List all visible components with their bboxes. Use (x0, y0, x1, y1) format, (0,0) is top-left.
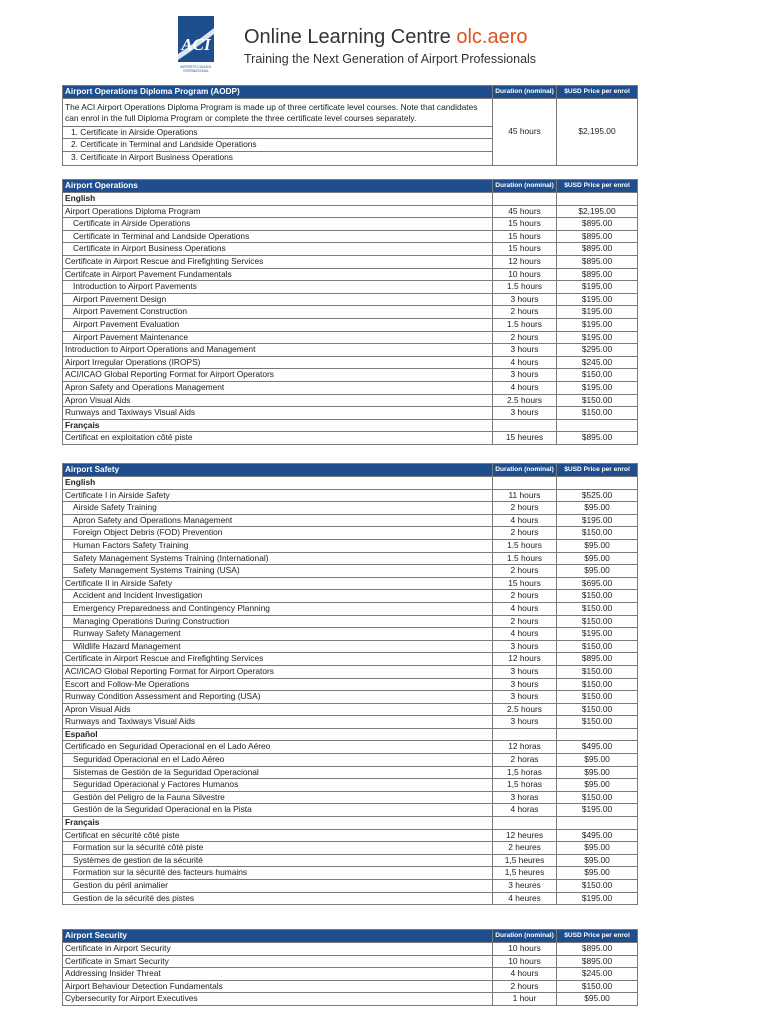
table-row (63, 804, 638, 817)
course-duration: 1,5 horas (493, 766, 557, 779)
table-row (63, 539, 638, 552)
course-price: $195.00 (557, 318, 638, 331)
table-row (63, 602, 638, 615)
course-name: Apron Safety and Operations Management (63, 514, 493, 527)
table-row (63, 331, 638, 344)
course-price: $150.00 (557, 791, 638, 804)
course-price: $195.00 (557, 331, 638, 344)
table-row (63, 590, 638, 603)
course-name: Airside Safety Training (63, 502, 493, 515)
page-title: Online Learning Centre olc.aero (244, 26, 528, 48)
course-duration: 4 hours (493, 514, 557, 527)
course-duration: 3 hours (493, 344, 557, 357)
course-name: Airport Pavement Construction (63, 306, 493, 319)
course-price: $150.00 (557, 880, 638, 893)
course-name: Foreign Object Debris (FOD) Prevention (63, 527, 493, 540)
course-name: Certifcate in Airport Pavement Fundamentals (63, 268, 493, 281)
table-row (63, 640, 638, 653)
course-name: Airport Irregular Operations (IROPS) (63, 356, 493, 369)
svg-text:AIRPORTS COUNCIL: AIRPORTS COUNCIL (180, 65, 212, 69)
course-price: $895.00 (557, 943, 638, 956)
course-price: $95.00 (557, 754, 638, 767)
table-row (63, 268, 638, 281)
price-header: $USD Price per enrol (557, 180, 638, 193)
table-row (63, 854, 638, 867)
course-duration: 3 hours (493, 369, 557, 382)
course-price: $150.00 (557, 615, 638, 628)
course-name: Gestión de la Seguridad Operacional en la Pista (63, 804, 493, 817)
course-duration: 2.5 hours (493, 703, 557, 716)
course-name: Apron Safety and Operations Management (63, 381, 493, 394)
duration-header: Duration (nominal) (493, 464, 557, 477)
course-price: $150.00 (557, 527, 638, 540)
course-price: $195.00 (557, 628, 638, 641)
course-duration: 1.5 hours (493, 539, 557, 552)
course-duration: 3 hours (493, 293, 557, 306)
table-row (63, 892, 638, 905)
table-row (63, 703, 638, 716)
course-name: Certificado en Seguridad Operacional en el Lado Aéreo (63, 741, 493, 754)
course-duration: 3 hours (493, 407, 557, 420)
course-price: $2,195.00 (557, 205, 638, 218)
course-price: $895.00 (557, 230, 638, 243)
table-row (63, 829, 638, 842)
course-price: $95.00 (557, 842, 638, 855)
course-price: $895.00 (557, 432, 638, 445)
course-name: Human Factors Safety Training (63, 539, 493, 552)
course-price: $150.00 (557, 407, 638, 420)
table-row (63, 867, 638, 880)
table-title: Airport Operations (63, 180, 493, 193)
course-name: ACI/ICAO Global Reporting Format for Airport Operators (63, 369, 493, 382)
course-price: $95.00 (557, 779, 638, 792)
course-name: Safety Management Systems Training (International) (63, 552, 493, 565)
table-row (63, 527, 638, 540)
course-duration: 1.5 hours (493, 318, 557, 331)
table-header (63, 180, 638, 193)
table-row (63, 943, 638, 956)
course-duration: 4 horas (493, 804, 557, 817)
price-header: $USD Price per enrol (557, 464, 638, 477)
course-price: $195.00 (557, 381, 638, 394)
table-row (63, 205, 638, 218)
language-section-row (63, 419, 638, 432)
course-price: $895.00 (557, 218, 638, 231)
course-name: Emergency Preparedness and Contingency Planning (63, 602, 493, 615)
table-row (63, 955, 638, 968)
course-price: $495.00 (557, 829, 638, 842)
table-row (63, 741, 638, 754)
course-price: $95.00 (557, 565, 638, 578)
table-row (63, 791, 638, 804)
svg-text:INTERNATIONAL: INTERNATIONAL (183, 69, 209, 73)
course-duration: 2 hours (493, 590, 557, 603)
course-name: Systèmes de gestion de la sécurité (63, 854, 493, 867)
course-duration: 12 heures (493, 829, 557, 842)
course-duration: 2 horas (493, 754, 557, 767)
language-section-row (63, 728, 638, 741)
course-name: Accident and Incident Investigation (63, 590, 493, 603)
course-name: Certificat en sécurité côté piste (63, 829, 493, 842)
table-row (63, 344, 638, 357)
duration-header: Duration (nominal) (493, 86, 557, 99)
course-duration: 3 heures (493, 880, 557, 893)
aodp-price: $2,195.00 (557, 99, 638, 166)
course-price: $895.00 (557, 653, 638, 666)
section-label: Español (63, 728, 493, 741)
course-name: Formation sur la sécurité côté piste (63, 842, 493, 855)
course-name: Airport Behaviour Detection Fundamentals (63, 980, 493, 993)
table-title: Airport Operations Diploma Program (AODP) (63, 86, 493, 99)
course-price: $95.00 (557, 502, 638, 515)
course-name: Certificate in Airport Rescue and Firefighting Services (63, 255, 493, 268)
table-header (63, 464, 638, 477)
duration-header: Duration (nominal) (493, 930, 557, 943)
course-duration: 12 hours (493, 255, 557, 268)
course-price: $150.00 (557, 640, 638, 653)
course-duration: 15 hours (493, 218, 557, 231)
table-row (63, 255, 638, 268)
language-section-row (63, 477, 638, 490)
table-row (63, 293, 638, 306)
course-name: Managing Operations During Construction (63, 615, 493, 628)
table-row (63, 968, 638, 981)
course-name: Apron Visual Aids (63, 394, 493, 407)
course-duration: 4 hours (493, 381, 557, 394)
course-price: $495.00 (557, 741, 638, 754)
course-name: Runways and Taxiways Visual Aids (63, 716, 493, 729)
section-label: English (63, 477, 493, 490)
course-price: $95.00 (557, 854, 638, 867)
course-duration: 2 heures (493, 842, 557, 855)
page-subtitle: Training the Next Generation of Airport Professionals (244, 52, 537, 66)
table-row (63, 754, 638, 767)
section-label: Français (63, 419, 493, 432)
course-price: $150.00 (557, 602, 638, 615)
table-row (63, 369, 638, 382)
course-name: Introduction to Airport Pavements (63, 281, 493, 294)
table-row (63, 716, 638, 729)
table-row (63, 766, 638, 779)
course-name: Certificat en exploitation côté piste (63, 432, 493, 445)
course-duration: 3 hours (493, 640, 557, 653)
price-header: $USD Price per enrol (557, 930, 638, 943)
table-row (63, 356, 638, 369)
course-name: Certificate II in Airside Safety (63, 577, 493, 590)
section-label: Français (63, 817, 493, 830)
course-price: $195.00 (557, 514, 638, 527)
course-price: $95.00 (557, 766, 638, 779)
course-duration: 15 hours (493, 230, 557, 243)
course-name: Wildlife Hazard Management (63, 640, 493, 653)
aodp-item: 1. Certificate in Airside Operations (63, 126, 492, 139)
table-row (63, 842, 638, 855)
course-duration: 2 hours (493, 565, 557, 578)
course-price: $150.00 (557, 394, 638, 407)
course-name: Airport Operations Diploma Program (63, 205, 493, 218)
aodp-item: 2. Certificate in Terminal and Landside Operations (63, 138, 492, 151)
course-price: $150.00 (557, 980, 638, 993)
course-price: $525.00 (557, 489, 638, 502)
course-duration: 4 hours (493, 628, 557, 641)
table-row (63, 489, 638, 502)
course-duration: 4 hours (493, 968, 557, 981)
course-duration: 3 hours (493, 716, 557, 729)
course-duration: 15 heures (493, 432, 557, 445)
course-price: $895.00 (557, 268, 638, 281)
course-price: $150.00 (557, 716, 638, 729)
table-row (63, 407, 638, 420)
course-duration: 11 hours (493, 489, 557, 502)
table-row (63, 218, 638, 231)
course-duration: 1.5 hours (493, 281, 557, 294)
course-name: Gestión del Peligro de la Fauna Silvestre (63, 791, 493, 804)
course-duration: 12 hours (493, 653, 557, 666)
course-price: $245.00 (557, 356, 638, 369)
table-row (63, 281, 638, 294)
course-name: Certificate in Airport Rescue and Firefighting Services (63, 653, 493, 666)
aodp-table (62, 85, 638, 166)
course-duration: 3 horas (493, 791, 557, 804)
table-header (63, 930, 638, 943)
course-duration: 3 hours (493, 665, 557, 678)
table-row (63, 678, 638, 691)
course-duration: 1,5 heures (493, 854, 557, 867)
table-row (63, 318, 638, 331)
course-name: Sistemas de Gestión de la Seguridad Operacional (63, 766, 493, 779)
course-name: Escort and Follow-Me Operations (63, 678, 493, 691)
logo-text: ACI (181, 35, 211, 54)
course-name: Airport Pavement Design (63, 293, 493, 306)
table-row (63, 880, 638, 893)
course-duration: 1 hour (493, 993, 557, 1006)
language-section-row (63, 817, 638, 830)
course-price: $95.00 (557, 867, 638, 880)
course-duration: 1,5 heures (493, 867, 557, 880)
course-duration: 45 hours (493, 205, 557, 218)
course-price: $150.00 (557, 590, 638, 603)
course-name: Runway Safety Management (63, 628, 493, 641)
course-name: Seguridad Operacional en el Lado Aéreo (63, 754, 493, 767)
course-price: $895.00 (557, 243, 638, 256)
course-price: $295.00 (557, 344, 638, 357)
course-name: Certificate in Airport Security (63, 943, 493, 956)
table-row (63, 306, 638, 319)
course-duration: 2.5 hours (493, 394, 557, 407)
course-duration: 15 hours (493, 243, 557, 256)
course-name: Airport Pavement Maintenance (63, 331, 493, 344)
course-price: $95.00 (557, 539, 638, 552)
course-name: Seguridad Operacional y Factores Humanos (63, 779, 493, 792)
table-row (63, 577, 638, 590)
course-price: $695.00 (557, 577, 638, 590)
table-row (63, 394, 638, 407)
course-name: Safety Management Systems Training (USA) (63, 565, 493, 578)
course-price: $150.00 (557, 703, 638, 716)
airport-security-table (62, 929, 638, 1006)
table-title: Airport Safety (63, 464, 493, 477)
course-name: Certificate in Airside Operations (63, 218, 493, 231)
course-price: $95.00 (557, 993, 638, 1006)
course-duration: 10 hours (493, 955, 557, 968)
course-price: $245.00 (557, 968, 638, 981)
course-duration: 4 heures (493, 892, 557, 905)
table-row (63, 565, 638, 578)
course-duration: 3 hours (493, 678, 557, 691)
airport-safety-table (62, 463, 638, 905)
table-row (63, 514, 638, 527)
table-row (63, 230, 638, 243)
course-price: $150.00 (557, 691, 638, 704)
table-title: Airport Security (63, 930, 493, 943)
airport-operations-table (62, 179, 638, 445)
course-price: $195.00 (557, 306, 638, 319)
table-row (63, 993, 638, 1006)
table-row (63, 653, 638, 666)
price-header: $USD Price per enrol (557, 86, 638, 99)
course-duration: 2 hours (493, 306, 557, 319)
course-duration: 3 hours (493, 691, 557, 704)
course-name: Certificate in Smart Security (63, 955, 493, 968)
course-duration: 15 hours (493, 577, 557, 590)
course-name: Addressing Insider Threat (63, 968, 493, 981)
table-row (63, 552, 638, 565)
course-name: Airport Pavement Evaluation (63, 318, 493, 331)
table-row (63, 615, 638, 628)
aodp-duration: 45 hours (493, 99, 557, 166)
course-duration: 2 hours (493, 980, 557, 993)
table-row (63, 980, 638, 993)
table-row (63, 381, 638, 394)
course-price: $195.00 (557, 804, 638, 817)
course-name: Formation sur la sécurité des facteurs humains (63, 867, 493, 880)
aci-logo (178, 16, 214, 76)
course-duration: 1,5 horas (493, 779, 557, 792)
course-name: Cybersecurity for Airport Executives (63, 993, 493, 1006)
course-duration: 12 horas (493, 741, 557, 754)
course-duration: 1.5 hours (493, 552, 557, 565)
course-duration: 2 hours (493, 331, 557, 344)
course-price: $895.00 (557, 255, 638, 268)
course-duration: 2 hours (493, 615, 557, 628)
table-row (63, 502, 638, 515)
course-price: $150.00 (557, 665, 638, 678)
site-url: olc.aero (456, 26, 528, 48)
course-name: Certificate in Airport Business Operations (63, 243, 493, 256)
course-price: $195.00 (557, 892, 638, 905)
course-price: $195.00 (557, 281, 638, 294)
duration-header: Duration (nominal) (493, 180, 557, 193)
course-price: $95.00 (557, 552, 638, 565)
course-price: $150.00 (557, 369, 638, 382)
course-name: Apron Visual Aids (63, 703, 493, 716)
course-duration: 10 hours (493, 268, 557, 281)
course-price: $895.00 (557, 955, 638, 968)
aodp-description: The ACI Airport Operations Diploma Program is made up of three certificate level courses. Note that candidates can enrol in the full Diploma Program or complete the three certificate level courses separately. 1. Certificate in Airside Operations 2. Certificate in Terminal and Landside Operations 3. Certificate in Airport Business Operations (63, 99, 493, 166)
course-name: Runways and Taxiways Visual Aids (63, 407, 493, 420)
course-duration: 4 hours (493, 602, 557, 615)
course-duration: 2 hours (493, 527, 557, 540)
course-duration: 10 hours (493, 943, 557, 956)
course-duration: 4 hours (493, 356, 557, 369)
course-duration: 2 hours (493, 502, 557, 515)
table-row (63, 691, 638, 704)
course-name: Certificate in Terminal and Landside Operations (63, 230, 493, 243)
course-price: $150.00 (557, 678, 638, 691)
section-label: English (63, 193, 493, 206)
aodp-item: 3. Certificate in Airport Business Operations (63, 151, 492, 164)
course-name: Introduction to Airport Operations and Management (63, 344, 493, 357)
course-name: Runway Condition Assessment and Reporting (USA) (63, 691, 493, 704)
course-price: $195.00 (557, 293, 638, 306)
table-row (63, 779, 638, 792)
table-row (63, 432, 638, 445)
table-row (63, 628, 638, 641)
course-name: Gestion de la sécurité des pistes (63, 892, 493, 905)
table-header (63, 86, 638, 99)
table-row (63, 243, 638, 256)
course-name: Certificate I in Airside Safety (63, 489, 493, 502)
table-row (63, 665, 638, 678)
course-name: ACI/ICAO Global Reporting Format for Airport Operators (63, 665, 493, 678)
language-section-row (63, 193, 638, 206)
course-name: Gestion du péril animalier (63, 880, 493, 893)
